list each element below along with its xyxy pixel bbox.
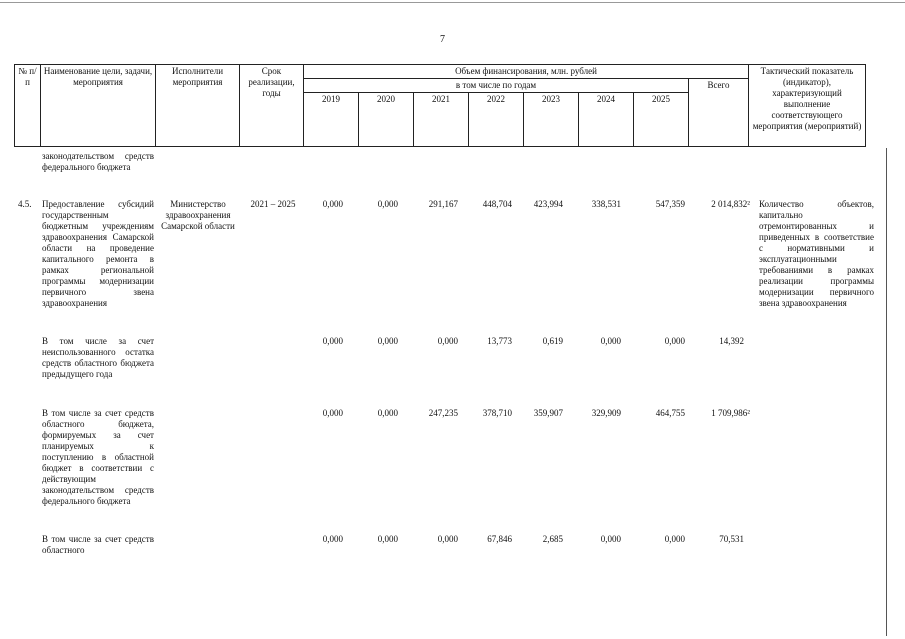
value-2020: 0,000 [377, 199, 398, 209]
value-2020: 0,000 [377, 408, 398, 418]
value-total: 14,392 [719, 336, 744, 346]
row-main-indicator: Количество объектов, капитально отремонтированных и приведенных в соответствие с нормативными и эксплуатационными требованиями в рамках реализации программы модернизации первичного звена здравоохранения [759, 199, 874, 308]
value-2021: 0,000 [437, 336, 458, 346]
header-name: Наименование цели, задачи, мероприятия [41, 65, 156, 147]
value-total: 2 014,832² [711, 199, 750, 209]
value-2022: 13,773 [487, 336, 512, 346]
value-2021: 247,235 [428, 408, 458, 418]
row-main-executor: Министерство здравоохранения Самарской области [161, 199, 235, 231]
value-2019: 0,000 [322, 408, 343, 418]
value-2023: 0,619 [542, 336, 563, 346]
header-year: 2020 [359, 93, 414, 147]
value-2020: 0,000 [377, 336, 398, 346]
header-by-years: в том числе по годам [304, 79, 689, 93]
row-main-name: Предоставление субсидий государственным бюджетным учреждениям здравоохранения Самарской области на проведение капитального ремонта в рамках региональной программы модернизации первичного звена здравоохранения [42, 199, 154, 308]
value-2024: 338,531 [591, 199, 621, 209]
header-indicator: Тактический показатель (индикатор), характеризующий выполнение соответствующего мероприятия (мероприятий) [749, 65, 866, 147]
value-2019: 0,000 [322, 199, 343, 209]
value-2019: 0,000 [322, 534, 343, 544]
value-2024: 0,000 [600, 534, 621, 544]
value-2025: 0,000 [664, 336, 685, 346]
value-2023: 359,907 [533, 408, 563, 418]
header-year: 2023 [524, 93, 579, 147]
header-no: № п/п [15, 65, 41, 147]
header-year: 2021 [414, 93, 469, 147]
header-executor: Исполнители мероприятия [156, 65, 240, 147]
header-term: Срок реализации, годы [240, 65, 304, 147]
value-2024: 0,000 [600, 336, 621, 346]
value-2019: 0,000 [322, 336, 343, 346]
value-2023: 2,685 [542, 534, 563, 544]
carry-over-text: законодательством средств федерального бюджета [42, 151, 154, 172]
header-year: 2025 [634, 93, 689, 147]
value-2022: 448,704 [482, 199, 512, 209]
value-2021: 0,000 [437, 534, 458, 544]
value-2025: 0,000 [664, 534, 685, 544]
page-number: 7 [440, 34, 445, 45]
header-year: 2022 [469, 93, 524, 147]
scan-top-border [0, 2, 905, 3]
row-sub1-name: В том числе за счет неиспользованного остатка средств областного бюджета предыдущего года [42, 336, 154, 379]
header-year: 2024 [579, 93, 634, 147]
value-2025: 547,359 [655, 199, 685, 209]
value-2020: 0,000 [377, 534, 398, 544]
row-sub3-name: В том числе за счет средств областного [42, 534, 154, 555]
header-finance: Объем финансирования, млн. рублей [304, 65, 749, 79]
value-2021: 291,167 [428, 199, 458, 209]
right-border-line [886, 148, 887, 636]
table-header [14, 64, 866, 147]
row-number: 4.5. [18, 199, 32, 209]
header-total: Всего [689, 79, 749, 147]
value-2022: 378,710 [482, 408, 512, 418]
row-main-term: 2021 – 2025 [250, 199, 296, 209]
value-total: 70,531 [719, 534, 744, 544]
value-2022: 67,846 [487, 534, 512, 544]
value-2023: 423,994 [533, 199, 563, 209]
row-sub2-name: В том числе за счет средств областного бюджета, формируемых за счет планируемых к поступлению в областной бюджет в соответствии с действующим законодательством средств федерального бюджета [42, 408, 154, 506]
value-2024: 329,909 [591, 408, 621, 418]
value-total: 1 709,986² [711, 408, 750, 418]
header-year: 2019 [304, 93, 359, 147]
value-2025: 464,755 [655, 408, 685, 418]
